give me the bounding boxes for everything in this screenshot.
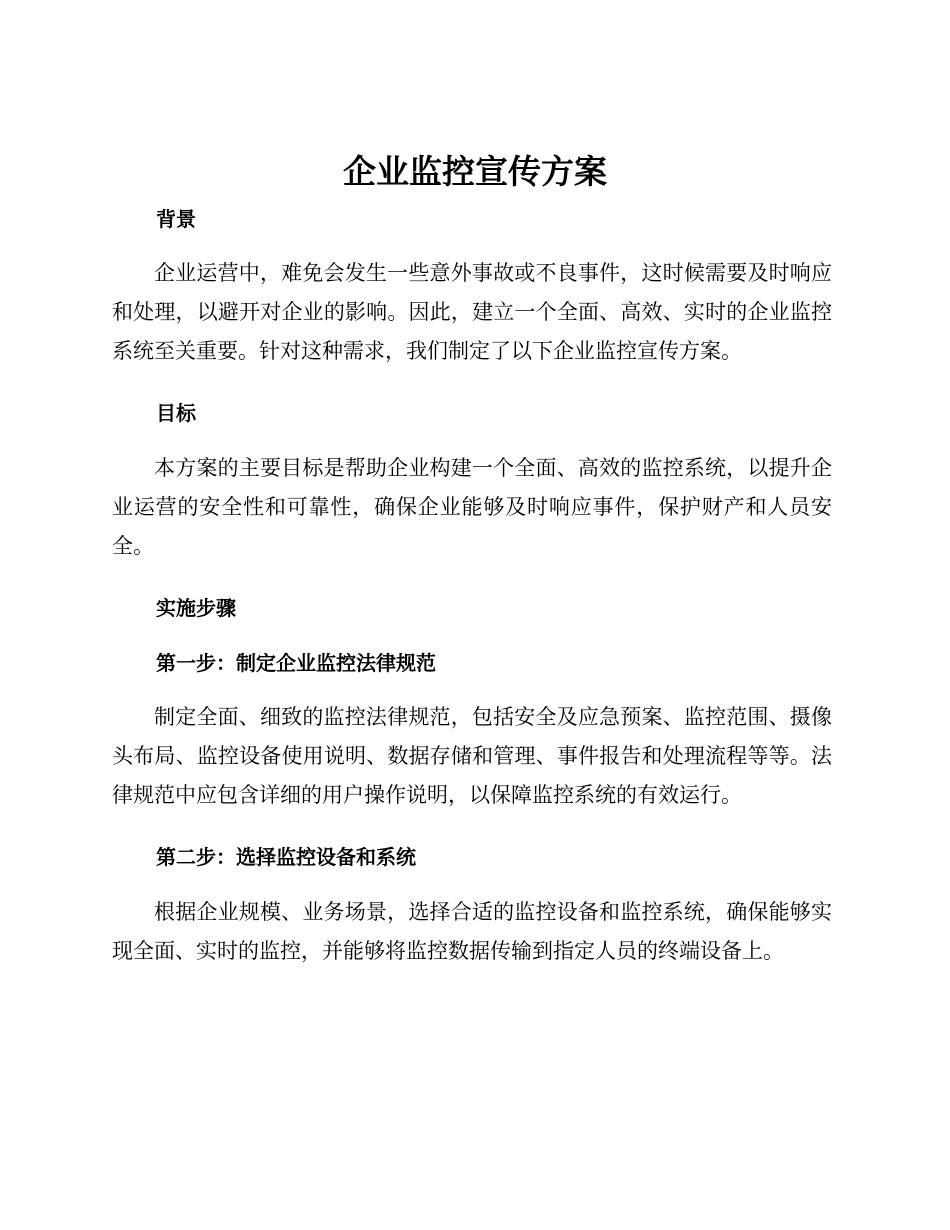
section-heading-step-two: 第二步：选择监控设备和系统 (156, 845, 416, 869)
section-heading-goal: 目标 (156, 401, 196, 425)
section-paragraph-background: 企业运营中，难免会发生一些意外事故或不良事件，这时候需要及时响应和处理，以避开对企业的影响。因此，建立一个全面、高效、实时的企业监控系统至关重要。针对这种需求，我们制定了以下企业监控宣传方案。 (112, 261, 832, 363)
section-paragraph-goal: 本方案的主要目标是帮助企业构建一个全面、高效的监控系统，以提升企业运营的安全性和可靠性，确保企业能够及时响应事件，保护财产和人员安全。 (112, 456, 832, 558)
document-title: 企业监控宣传方案 (343, 152, 607, 191)
section-heading-step-one: 第一步：制定企业监控法律规范 (156, 651, 436, 675)
section-heading-background: 背景 (156, 207, 196, 231)
section-heading-implementation: 实施步骤 (156, 596, 236, 620)
section-paragraph-step-one: 制定全面、细致的监控法律规范，包括安全及应急预案、监控范围、摄像头布局、监控设备使用说明、数据存储和管理、事件报告和处理流程等等。法律规范中应包含详细的用户操作说明，以保障监控系统的有效运行。 (112, 705, 832, 807)
section-paragraph-step-two: 根据企业规模、业务场景，选择合适的监控设备和监控系统，确保能够实现全面、实时的监控，并能够将监控数据传输到指定人员的终端设备上。 (112, 900, 832, 963)
